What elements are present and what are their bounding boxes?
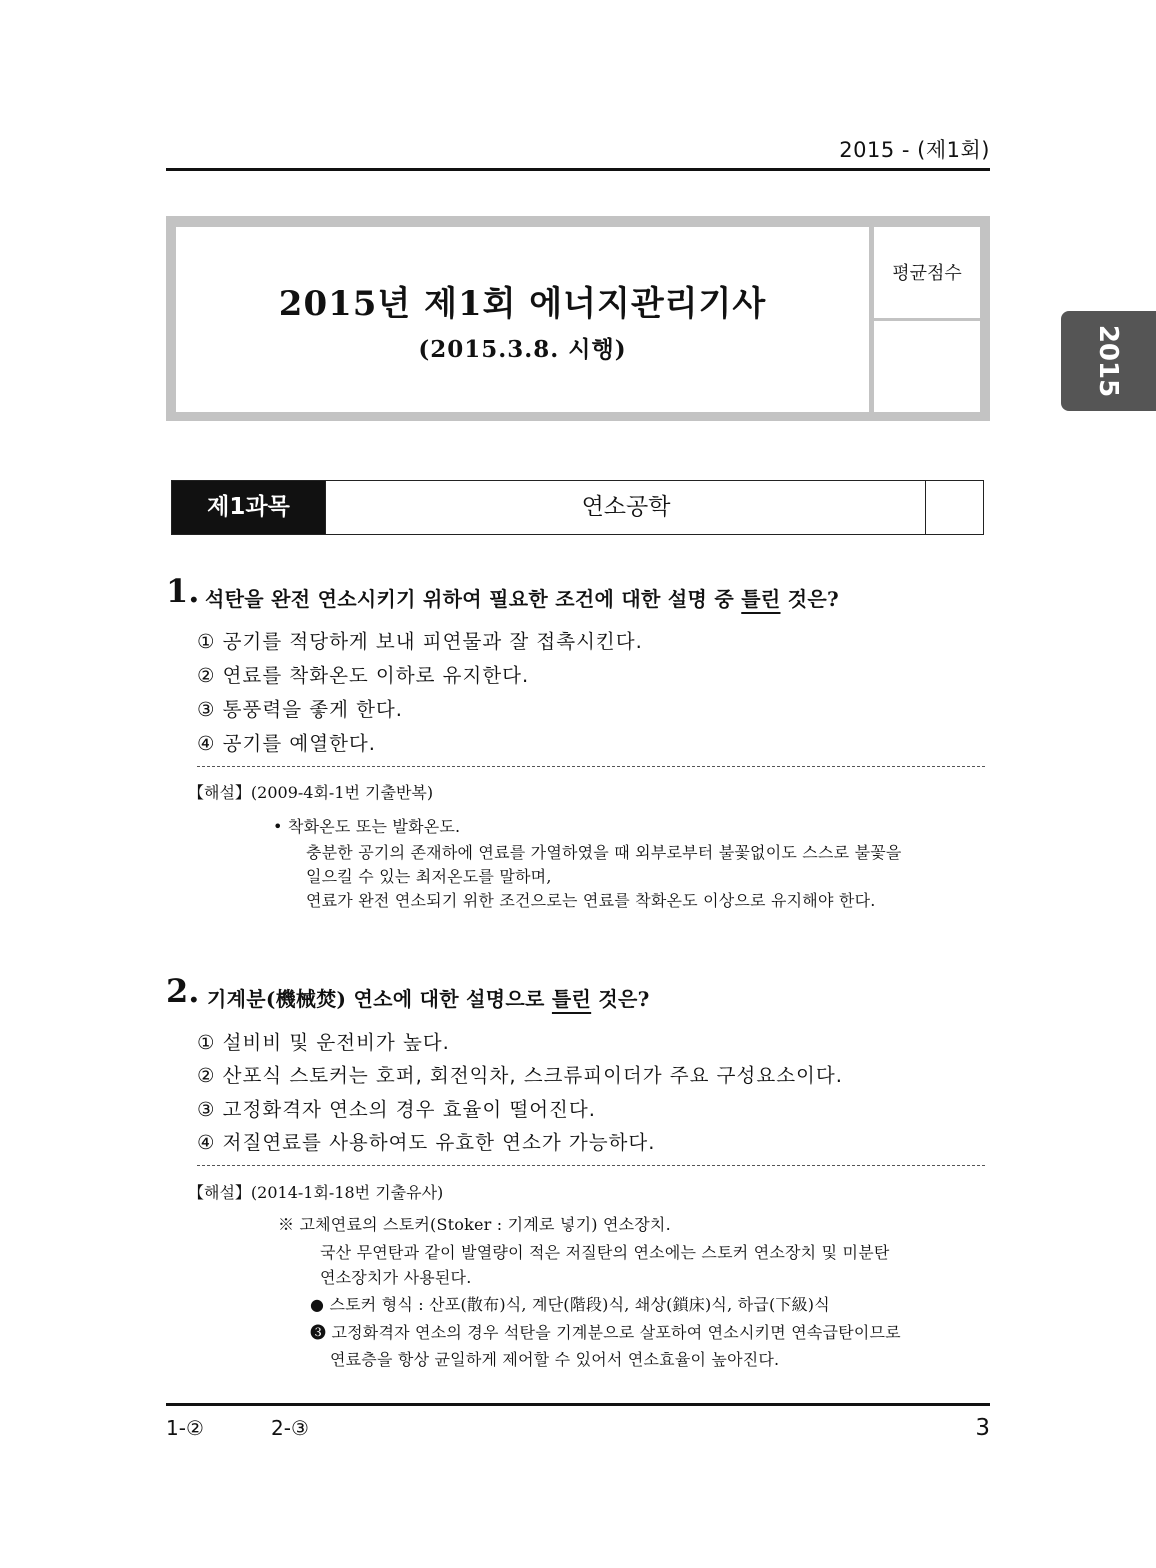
question-emphasis: 틀린 (741, 587, 781, 611)
footer-rule (166, 1403, 990, 1406)
dashed-separator (197, 1165, 985, 1166)
option-1: ① 공기를 적당하게 보내 피연물과 잘 접촉시킨다. (197, 630, 643, 653)
exam-date: (2015.3.8. 시행) (418, 336, 627, 363)
explanation-line: 연료층을 항상 균일하게 제어할 수 있어서 연소효율이 높아진다. (330, 1350, 780, 1369)
average-score-label: 평균점수 (892, 263, 962, 284)
option-3: ③ 통풍력을 좋게 한다. (197, 698, 403, 721)
question-number: 1. (166, 572, 200, 610)
answer-key-1: 1-② (166, 1416, 204, 1440)
subject-blank-cell (925, 481, 984, 534)
question-text (207, 983, 650, 1012)
option-4: ④ 공기를 예열한다. (197, 732, 376, 755)
exam-round-header: 2015 - (제1회) (839, 138, 990, 162)
page-number: 3 (975, 1415, 990, 1441)
explanation-head: 【해설】(2009-4회-1번 기출반복) (188, 783, 434, 802)
explanation-line: 국산 무연탄과 같이 발열량이 적은 저질탄의 연소에는 스토커 연소장치 및 미분탄 (320, 1243, 890, 1262)
option-2: ② 산포식 스토커는 호퍼, 회전익차, 스크류피이더가 주요 구성요소이다. (197, 1064, 843, 1087)
header-rule (166, 168, 990, 171)
question-text (205, 583, 839, 612)
question-text-before: 석탄을 완전 연소시키기 위하여 필요한 조건에 대한 설명 중 (205, 587, 742, 611)
explanation-line: • 착화온도 또는 발화온도. (273, 817, 461, 836)
option-2: ② 연료를 착화온도 이하로 유지한다. (197, 664, 530, 687)
question-emphasis: 틀린 (551, 987, 592, 1011)
question-text-after: 것은? (591, 987, 650, 1011)
option-1: ① 설비비 및 운전비가 높다. (197, 1031, 450, 1054)
explanation-line: ● 스토커 형식 : 산포(散布)식, 계단(階段)식, 쇄상(鎖床)식, 하급(下級)식 (310, 1295, 830, 1314)
explanation-line: 충분한 공기의 존재하에 연료를 가열하였을 때 외부로부터 불꽃없이도 스스로 불꽃을 (306, 843, 902, 862)
explanation-line: 연소장치가 사용된다. (320, 1268, 472, 1287)
year-tab-label: 2015 (1093, 324, 1123, 398)
explanation-line: ❸ 고정화격자 연소의 경우 석탄을 기계분으로 살포하여 연소시키면 연속급탄이므로 (310, 1323, 901, 1342)
question-number: 2. (166, 972, 200, 1010)
subject-bar (171, 480, 984, 535)
option-3: ③ 고정화격자 연소의 경우 효율이 떨어진다. (197, 1098, 596, 1121)
score-value-cell (874, 321, 980, 412)
exam-title: 2015년 제1회 에너지관리기사 (278, 284, 767, 324)
explanation-line: 연료가 완전 연소되기 위한 조건으로는 연료를 착화온도 이상으로 유지해야 한다. (306, 891, 876, 910)
year-side-tab (1061, 311, 1156, 411)
answer-key-2: 2-③ (271, 1416, 309, 1440)
explanation-line: 일으킬 수 있는 최저온도를 말하며, (306, 867, 552, 886)
dashed-separator (197, 766, 985, 767)
question-text-before: 기계분(機械焚) 연소에 대한 설명으로 (207, 987, 552, 1011)
option-4: ④ 저질연료를 사용하여도 유효한 연소가 가능하다. (197, 1131, 656, 1154)
question-text-after: 것은? (780, 587, 840, 611)
explanation-line: ※ 고체연료의 스토커(Stoker : 기계로 넣기) 연소장치. (278, 1215, 671, 1234)
explanation-head: 【해설】(2014-1회-18번 기출유사) (188, 1183, 444, 1202)
subject-name: 연소공학 (325, 481, 926, 534)
subject-label: 제1과목 (172, 481, 325, 534)
